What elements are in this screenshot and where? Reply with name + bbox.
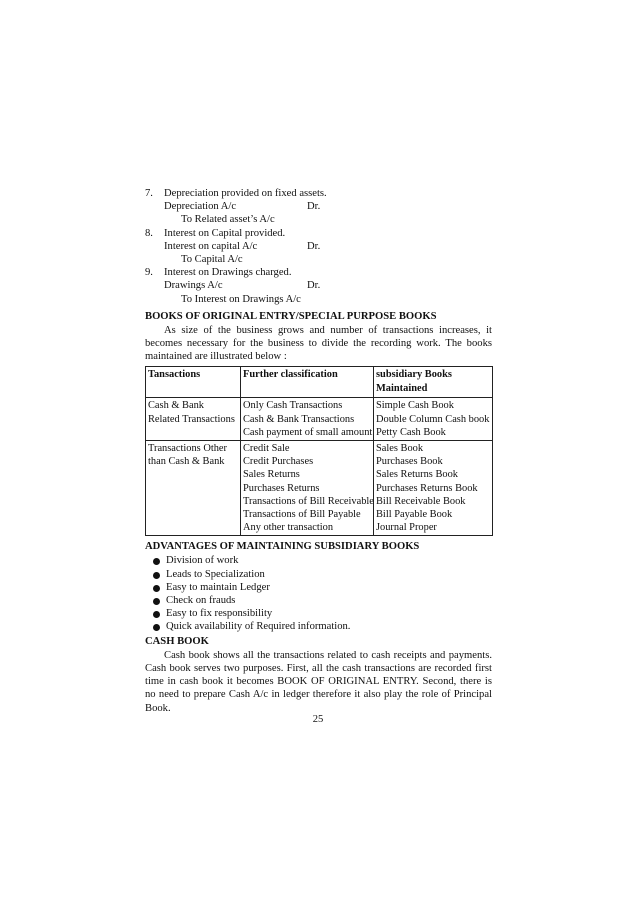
entry-number: 8.	[145, 227, 153, 239]
table-row	[146, 398, 493, 441]
transaction-cell: Cash & Bank Related Transactions	[146, 398, 241, 441]
table-header-row	[146, 367, 493, 398]
book-item: Purchases Book	[376, 456, 443, 468]
entry-number: 9.	[145, 267, 153, 279]
dr-label: Dr.	[307, 201, 321, 213]
list-item	[145, 607, 492, 620]
book-item: Sales Returns Book	[376, 469, 458, 481]
header-classification: Further classification	[241, 367, 374, 398]
dr-label: Dr.	[307, 240, 321, 252]
list-item	[145, 554, 492, 567]
bullet-icon	[153, 624, 160, 631]
entry-7-heading	[145, 187, 492, 200]
list-item	[145, 581, 492, 594]
book-item: Bill Payable Book	[376, 509, 453, 521]
book-item: Purchases Returns Book	[376, 482, 478, 494]
bullet-icon	[153, 572, 160, 579]
entry-9-heading	[145, 266, 492, 279]
book-item: Journal Proper	[376, 522, 437, 534]
classification-item: Cash & Bank Transactions	[243, 413, 355, 425]
classification-item: Transactions of Bill Receivable	[243, 495, 374, 507]
bullet-icon	[153, 598, 160, 605]
bullet-icon	[153, 611, 160, 618]
list-item-text: Quick availability of Required information.	[166, 621, 351, 633]
bullet-icon	[153, 585, 160, 592]
book-item: Petty Cash Book	[376, 426, 446, 438]
debit-account: Drawings A/c	[164, 280, 223, 292]
header-books: subsidiary Books Maintained	[374, 367, 493, 398]
debit-account: Interest on capital A/c	[164, 240, 258, 252]
classification-item: Sales Returns	[243, 469, 300, 481]
list-item	[145, 620, 492, 633]
entry-number: 7.	[145, 188, 153, 199]
classification-cell	[241, 441, 374, 536]
list-item	[145, 594, 492, 607]
page-number: 25	[312, 714, 324, 725]
entry-heading: Interest on Capital provided.	[164, 227, 286, 239]
cash-book-paragraph: Cash book shows all the transactions related to cash receipts and payments. Cash book serves two purposes. First, all the cash transactions are recorded first time in cash book it becomes BOOK OF ORIGINAL ENTRY. Second, there is no need to prepare Cash A/c in ledger therefore it also play the role of Principal Book.	[145, 649, 492, 714]
bullet-icon	[153, 558, 160, 565]
dr-label: Dr.	[307, 280, 321, 292]
list-item-text: Leads to Specialization	[166, 568, 265, 580]
book-item: Simple Cash Book	[376, 400, 454, 412]
classification-cell	[241, 398, 374, 441]
list-item-text: Check on frauds	[166, 595, 236, 607]
journal-entries	[145, 187, 492, 306]
entry-heading: Interest on Drawings charged.	[164, 267, 292, 279]
transaction-cell: Transactions Other than Cash & Bank	[146, 441, 241, 536]
advantages-heading: ADVANTAGES OF MAINTAINING SUBSIDIARY BOOKS	[145, 541, 420, 553]
entry-8-debit	[145, 240, 492, 253]
book-item: Bill Receivable Book	[376, 495, 466, 507]
entry-8-credit: To Capital A/c	[181, 254, 243, 266]
books-cell	[374, 441, 493, 536]
table-row	[146, 441, 493, 536]
books-paragraph: As size of the business grows and number of transactions increases, it becomes necessary for the business to divide the recording work. The books maintained are illustrated below :	[145, 324, 492, 363]
entry-7-credit: To Related asset’s A/c	[181, 214, 275, 226]
entry-heading: Depreciation provided on fixed assets.	[164, 188, 327, 199]
list-item	[145, 568, 492, 581]
classification-item: Cash payment of small amount	[243, 426, 373, 438]
books-heading: BOOKS OF ORIGINAL ENTRY/SPECIAL PURPOSE BOOKS	[145, 310, 437, 322]
books-cell	[374, 398, 493, 441]
book-item: Double Column Cash book	[376, 413, 490, 425]
classification-item: Credit Sale	[243, 443, 290, 455]
book-item: Sales Book	[376, 443, 424, 455]
classification-item: Only Cash Transactions	[243, 400, 343, 412]
header-transactions: Tansactions	[146, 367, 241, 398]
debit-account: Depreciation A/c	[164, 201, 237, 213]
cash-book-heading: CASH BOOK	[145, 635, 209, 647]
entry-8-heading	[145, 227, 492, 240]
advantages-list	[145, 554, 492, 633]
entry-7-debit	[145, 200, 492, 213]
classification-item: Purchases Returns	[243, 482, 320, 494]
list-item-text: Division of work	[166, 555, 239, 567]
list-item-text: Easy to fix responsibility	[166, 608, 273, 620]
entry-9-credit: To Interest on Drawings A/c	[181, 293, 301, 305]
entry-9-debit	[145, 279, 492, 292]
page-body	[145, 187, 492, 715]
classification-item: Transactions of Bill Payable	[243, 509, 361, 521]
classification-item: Any other transaction	[243, 522, 334, 534]
classification-item: Credit Purchases	[243, 456, 314, 468]
books-table	[145, 366, 493, 536]
list-item-text: Easy to maintain Ledger	[166, 581, 270, 593]
